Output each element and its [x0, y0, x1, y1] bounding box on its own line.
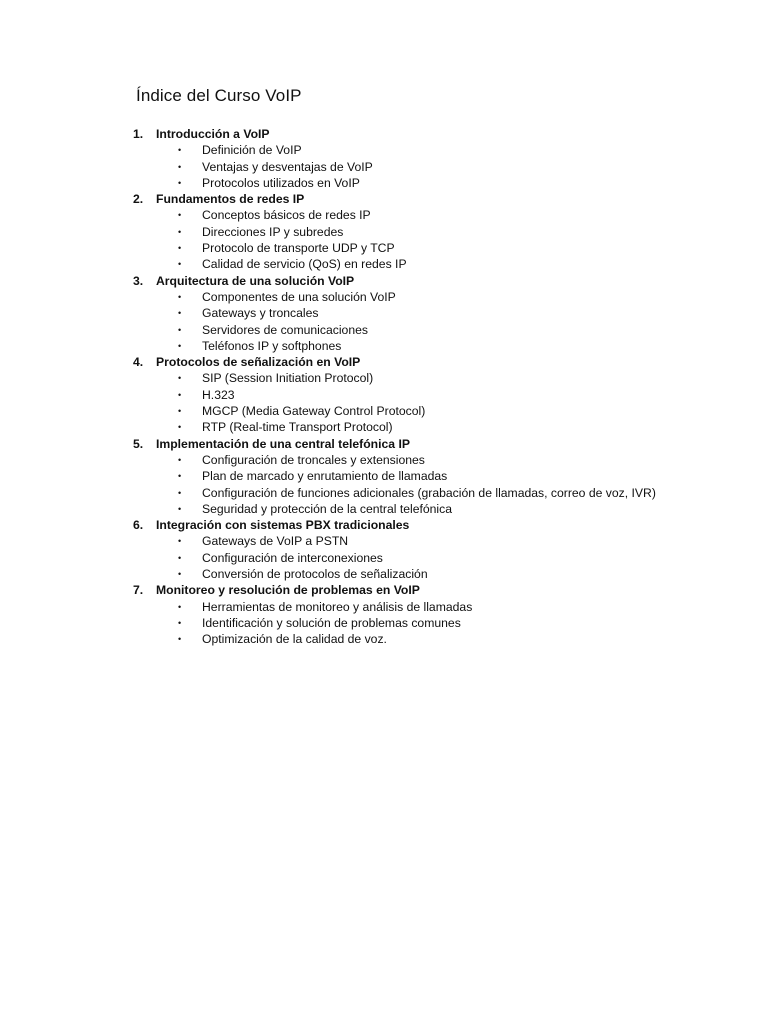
list-item [0, 501, 768, 517]
section-items [0, 370, 768, 435]
list-item-label: Identificación y solución de problemas comunes [202, 615, 461, 630]
list-item [0, 240, 768, 256]
bullet-icon: • [178, 308, 182, 319]
section-items [0, 452, 768, 517]
list-item [0, 256, 768, 272]
toc-section [0, 126, 768, 191]
list-item [0, 289, 768, 305]
list-item-label: Direcciones IP y subredes [202, 224, 344, 239]
list-item-label: Componentes de una solución VoIP [202, 289, 396, 304]
list-item-label: Gateways de VoIP a PSTN [202, 534, 349, 549]
list-item-label: Ventajas y desventajas de VoIP [202, 159, 373, 174]
section-heading [0, 582, 768, 598]
toc-section [0, 436, 768, 517]
section-items [0, 207, 768, 272]
section-number: 1. [133, 127, 144, 141]
list-item-label: Seguridad y protección de la central telefónica [202, 501, 452, 516]
bullet-icon: • [178, 617, 182, 628]
list-item [0, 419, 768, 435]
list-item [0, 322, 768, 338]
bullet-icon: • [178, 503, 182, 514]
list-item-label: Servidores de comunicaciones [202, 322, 368, 337]
section-heading [0, 517, 768, 533]
list-item-label: RTP (Real-time Transport Protocol) [202, 420, 393, 435]
list-item [0, 615, 768, 631]
list-item [0, 485, 768, 501]
bullet-icon: • [178, 454, 182, 465]
list-item [0, 533, 768, 549]
bullet-icon: • [178, 552, 182, 563]
list-item-label: MGCP (Media Gateway Control Protocol) [202, 404, 426, 419]
list-item [0, 175, 768, 191]
section-heading [0, 436, 768, 452]
section-items [0, 599, 768, 648]
toc-section [0, 354, 768, 435]
list-item-label: H.323 [202, 387, 235, 402]
bullet-icon: • [178, 177, 182, 188]
list-item [0, 403, 768, 419]
list-item [0, 387, 768, 403]
toc-section [0, 273, 768, 354]
section-number: 5. [133, 436, 144, 451]
list-item-label: SIP (Session Initiation Protocol) [202, 371, 374, 386]
list-item-label: Protocolo de transporte UDP y TCP [202, 241, 395, 256]
list-item-label: Plan de marcado y enrutamiento de llamadas [202, 469, 448, 484]
toc-section [0, 191, 768, 272]
bullet-icon: • [178, 471, 182, 482]
table-of-contents [0, 126, 768, 648]
list-item [0, 142, 768, 158]
section-items [0, 142, 768, 191]
list-item [0, 550, 768, 566]
section-title: Fundamentos de redes IP [156, 192, 305, 207]
list-item [0, 305, 768, 321]
page-title: Índice del Curso VoIP [136, 86, 302, 105]
bullet-icon: • [178, 259, 182, 270]
section-heading [0, 354, 768, 370]
section-number: 4. [133, 355, 144, 370]
bullet-icon: • [178, 389, 182, 400]
toc-section [0, 517, 768, 582]
section-heading [0, 126, 768, 142]
bullet-icon: • [178, 406, 182, 417]
list-item-label: Herramientas de monitoreo y análisis de llamadas [202, 599, 473, 614]
list-item-label: Definición de VoIP [202, 143, 302, 158]
section-title: Integración con sistemas PBX tradicionales [156, 518, 410, 533]
bullet-icon: • [178, 161, 182, 172]
section-number: 7. [133, 583, 144, 598]
list-item [0, 468, 768, 484]
list-item [0, 224, 768, 240]
bullet-icon: • [178, 210, 182, 221]
list-item [0, 207, 768, 223]
list-item [0, 159, 768, 175]
list-item-label: Protocolos utilizados en VoIP [202, 175, 360, 190]
list-item-label: Configuración de funciones adicionales (grabación de llamadas, correo de voz, IVR) [202, 485, 656, 500]
section-title: Arquitectura de una solución VoIP [156, 273, 355, 288]
bullet-icon: • [178, 291, 182, 302]
section-title: Introducción a VoIP [156, 127, 270, 141]
bullet-icon: • [178, 145, 182, 156]
bullet-icon: • [178, 243, 182, 254]
list-item-label: Configuración de troncales y extensiones [202, 452, 425, 467]
list-item [0, 566, 768, 582]
list-item [0, 631, 768, 647]
bullet-icon: • [178, 373, 182, 384]
list-item [0, 370, 768, 386]
bullet-icon: • [178, 340, 182, 351]
list-item-label: Calidad de servicio (QoS) en redes IP [202, 257, 407, 272]
bullet-icon: • [178, 422, 182, 433]
bullet-icon: • [178, 569, 182, 580]
section-number: 3. [133, 273, 144, 288]
bullet-icon: • [178, 226, 182, 237]
toc-section [0, 582, 768, 647]
section-heading [0, 191, 768, 207]
list-item-label: Configuración de interconexiones [202, 550, 383, 565]
bullet-icon: • [178, 634, 182, 645]
list-item-label: Conversión de protocolos de señalización [202, 567, 428, 582]
bullet-icon: • [178, 601, 182, 612]
list-item [0, 338, 768, 354]
list-item-label: Gateways y troncales [202, 306, 319, 321]
list-item-label: Conceptos básicos de redes IP [202, 208, 371, 223]
bullet-icon: • [178, 536, 182, 547]
bullet-icon: • [178, 324, 182, 335]
section-title: Implementación de una central telefónica IP [156, 436, 410, 451]
section-title: Protocolos de señalización en VoIP [156, 355, 361, 370]
list-item-label: Optimización de la calidad de voz. [202, 632, 387, 647]
list-item-label: Teléfonos IP y softphones [202, 338, 342, 353]
section-number: 2. [133, 192, 144, 207]
section-number: 6. [133, 518, 144, 533]
list-item [0, 452, 768, 468]
section-title: Monitoreo y resolución de problemas en VoIP [156, 583, 420, 598]
section-items [0, 533, 768, 582]
list-item [0, 599, 768, 615]
bullet-icon: • [178, 487, 182, 498]
section-items [0, 289, 768, 354]
section-heading [0, 273, 768, 289]
